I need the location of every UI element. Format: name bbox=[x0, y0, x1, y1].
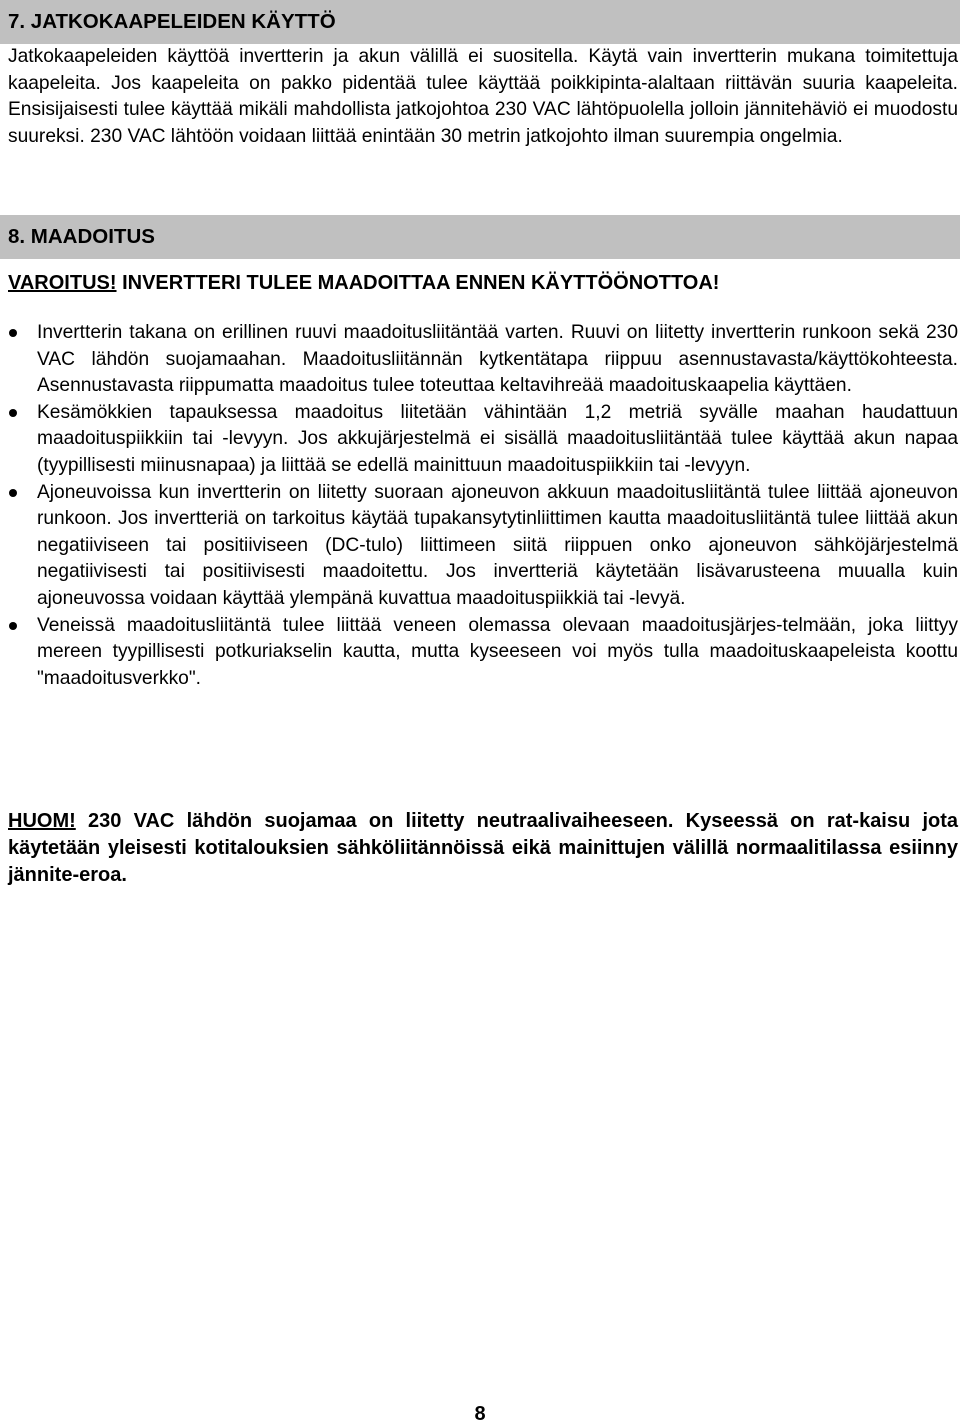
warning-line bbox=[8, 270, 958, 296]
section-7-heading: 7. JATKOKAAPELEIDEN KÄYTTÖ bbox=[0, 0, 960, 44]
bullet-text: Veneissä maadoitusliitäntä tulee liittää veneen olemassa olevaan maadoitusjärjes-telmään, joka liittyy mereen tyypillisesti potkuriakselin kautta, mutta kyseeseen voi myös tulla maadoituskaapeleista koottu "maadoitusverkko". bbox=[37, 614, 958, 689]
bullet-text: Ajoneuvoissa kun invertterin on liitetty suoraan ajoneuvon akkuun maadoitusliitäntä tulee liittää ajoneuvon runkoon. Jos invertteriä on tarkoitus käytää tupakansytytinliittimen kautta maadoitusliitäntä tulee liittää akun negatiiviseen tai positiiviseen (DC-tulo) liittimeen siitä riippuen onko ajoneuvon sähköjärjestelmä negatiivisesti tai positiivisesti maadoitettu. Jos invertteriä käytetään lisävarusteena muualla kuin ajoneuvossa voidaan käyttää ylempänä kuvattua maadoituspiikkiä tai -levyä. bbox=[37, 481, 958, 609]
page-number: 8 bbox=[474, 1403, 486, 1425]
bullet-item bbox=[8, 400, 958, 480]
bullet-icon bbox=[9, 409, 17, 417]
note-paragraph bbox=[8, 808, 958, 889]
bullet-text: Invertterin takana on erillinen ruuvi maadoitusliitäntää varten. Ruuvi on liitetty invertterin runkoon sekä 230 VAC lähdön suojamaahan. Maadoitusliitännän kytkentätapa riippuu asennustavasta/käyttökohteesta. Asennustavasta riippumatta maadoitus tulee toteuttaa keltavihreää maadoituskaapelia käyttäen. bbox=[37, 322, 958, 397]
bullet-item bbox=[8, 613, 958, 693]
warning-label: VAROITUS! bbox=[8, 272, 117, 294]
section-8-heading: 8. MAADOITUS bbox=[0, 215, 960, 259]
bullet-icon bbox=[9, 329, 17, 337]
bullet-text: Kesämökkien tapauksessa maadoitus liitetään vähintään 1,2 metriä syvälle maahan haudattuun maadoituspiikkiin tai -levyyn. Jos akkujärjestelmä ei sisällä maadoitusliitäntää tulee käyttää akun napaa (tyypillisesti miinusnapaa) ja liittää se edellä mainittuun maadoituspiikkiin tai -levyyn. bbox=[37, 401, 958, 476]
note-text: 230 VAC lähdön suojamaa on liitetty neutraalivaiheeseen. Kyseessä on rat-kaisu jota käytetään yleisesti kotitalouksien sähköliitännöissä eikä mainittujen välillä normaalitilassa esiinny jännite-eroa. bbox=[8, 810, 958, 886]
warning-text: INVERTTERI TULEE MAADOITTAA ENNEN KÄYTTÖÖNOTTOA! bbox=[116, 272, 720, 294]
bullet-icon bbox=[9, 489, 17, 497]
bullet-item bbox=[8, 480, 958, 613]
bullet-icon bbox=[9, 622, 17, 630]
bullet-item bbox=[8, 320, 958, 400]
section-7-paragraph: Jatkokaapeleiden käyttöä invertterin ja akun välillä ei suositella. Käytä vain invertterin mukana toimitettuja kaapeleita. Jos kaapeleita on pakko pidentää tulee käyttää poikkipinta-alaltaan riittävän suuria kaapeleita. Ensisijaisesti tulee käyttää mikäli mahdollista jatkojohtoa 230 VAC lähtöpuolella jolloin jännitehäviö ei muodostu suureksi. 230 VAC lähtöön voidaan liittää enintään 30 metrin jatkojohto ilman suurempia ongelmia. bbox=[8, 46, 958, 147]
note-label: HUOM! bbox=[8, 810, 76, 832]
grounding-bullet-list bbox=[8, 320, 958, 692]
